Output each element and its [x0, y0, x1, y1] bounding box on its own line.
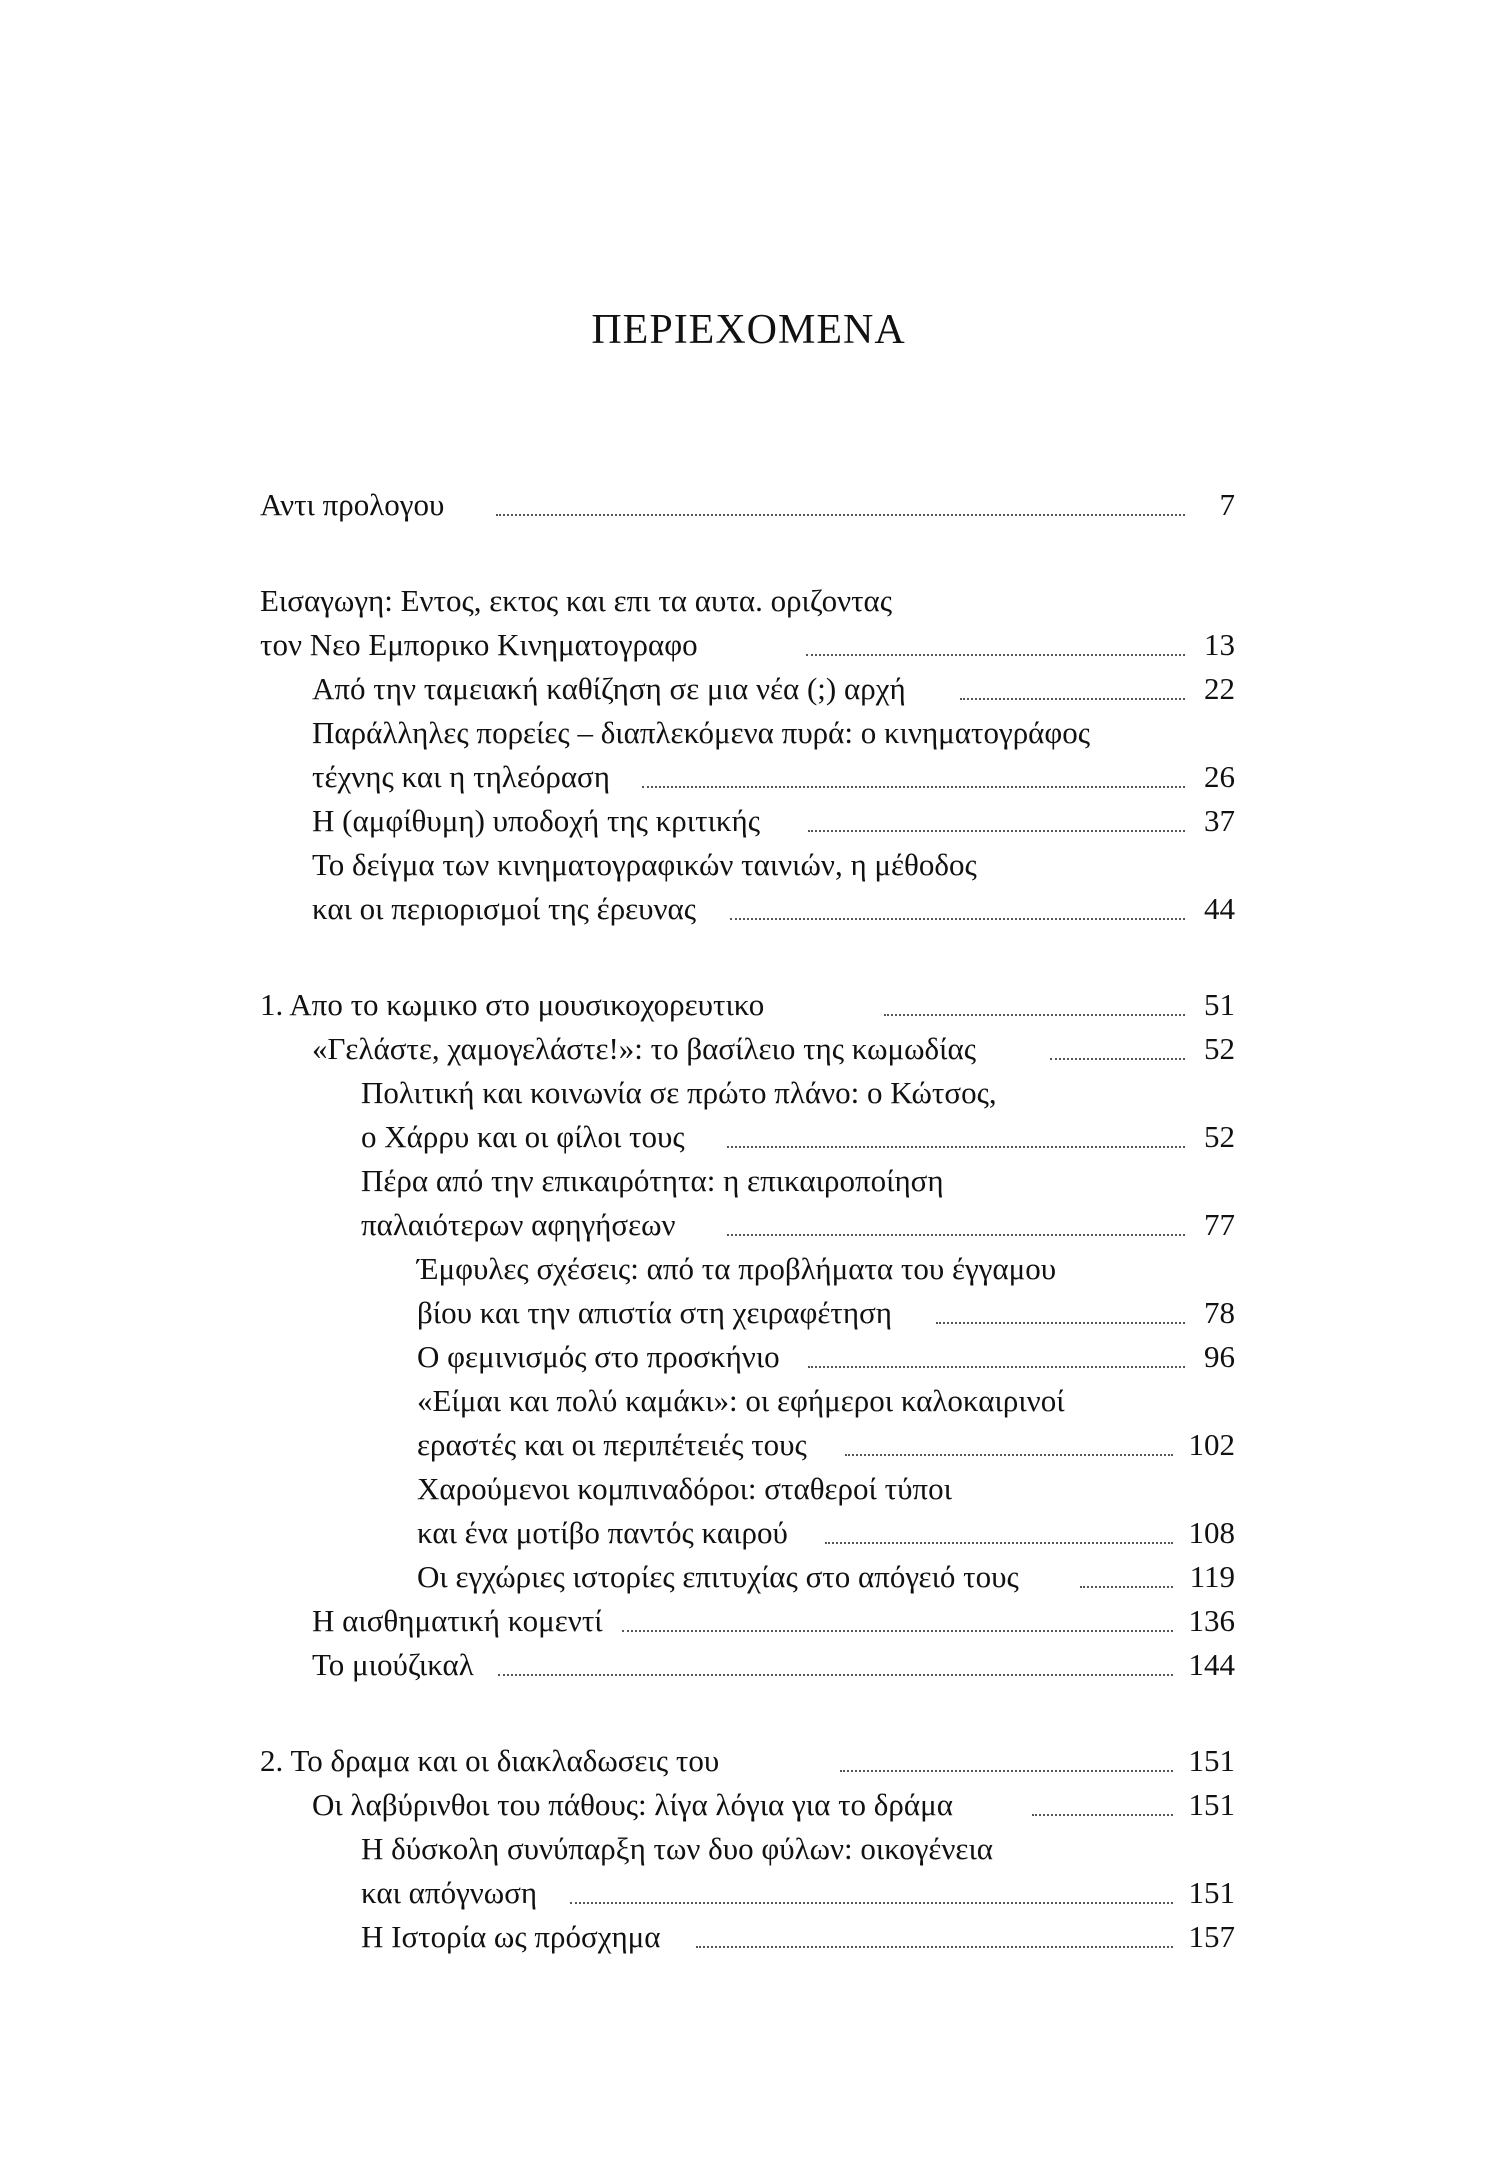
toc-subentry: [260, 799, 1235, 843]
toc-subsubentry: [260, 1827, 1235, 1871]
dot-leader: [696, 1946, 1173, 1948]
toc-subentry: [260, 1783, 1235, 1827]
toc-chapter-2: [260, 1739, 1235, 1783]
toc-page-number: 96: [1204, 1339, 1235, 1374]
toc-entry-title-cont: τέχνης και η τηλεόραση: [312, 759, 610, 794]
toc-entry-title: «Γελάστε, χαμογελάστε!»: το βασίλειο της κωμωδίας: [312, 1031, 977, 1066]
toc-page-number: 136: [1188, 1603, 1235, 1638]
toc-subentry: [260, 1643, 1235, 1687]
toc-page-number: 78: [1204, 1295, 1235, 1330]
toc-level3-entry: [260, 1247, 1235, 1291]
dot-leader: [1080, 1586, 1173, 1588]
page-title: ΠΕΡΙΕΧΟΜΕΝΑ: [591, 307, 906, 353]
toc-level3-entry: [260, 1555, 1235, 1599]
toc-subentry: [260, 1599, 1235, 1643]
toc-subentry: [260, 1027, 1235, 1071]
dot-leader: [808, 830, 1185, 832]
toc-entry-eisagogi-line1: [260, 579, 1235, 623]
toc-entry-title: 2. Το δραμα και οι διακλαδωσεις του: [260, 1743, 720, 1778]
dot-leader: [1050, 1058, 1185, 1060]
toc-entry-title-cont: ο Χάρρυ και οι φίλοι τους: [361, 1119, 685, 1154]
toc-entry-title-cont: και οι περιορισμοί της έρευνας: [312, 891, 697, 926]
toc-entry-title-cont: παλαιότερων αφηγήσεων: [361, 1207, 676, 1242]
toc-level3-entry: [260, 1379, 1235, 1423]
toc-entry-title: Έμφυλες σχέσεις: από τα προβλήματα του έγγαμου: [417, 1251, 1057, 1286]
dot-leader: [727, 1234, 1185, 1236]
toc-entry-anti-prologou: [260, 483, 1235, 527]
toc-page-number: 157: [1188, 1919, 1235, 1954]
toc-entry-title: Η (αμφίθυμη) υποδοχή της κριτικής: [312, 803, 761, 838]
dot-leader: [570, 1902, 1173, 1904]
dot-leader: [808, 1366, 1185, 1368]
toc-subentry: [260, 667, 1235, 711]
toc-subsubentry: [260, 1159, 1235, 1203]
toc-subentry: [260, 711, 1235, 755]
dot-leader: [1032, 1814, 1173, 1816]
dot-leader: [936, 1322, 1185, 1324]
toc-entry-title-cont: βίου και την απιστία στη χειραφέτηση: [417, 1295, 893, 1330]
toc-entry-title-cont: εραστές και οι περιπέτειές τους: [417, 1427, 807, 1462]
toc-entry-title: Η δύσκολη συνύπαρξη των δυο φύλων: οικογένεια: [361, 1831, 994, 1866]
toc-chapter-1: [260, 983, 1235, 1027]
dot-leader: [496, 514, 1185, 516]
toc-subsubentry: [260, 1071, 1235, 1115]
toc-subentry: [260, 843, 1235, 887]
toc-page-number: 77: [1204, 1207, 1235, 1242]
toc-level3-entry: [260, 1335, 1235, 1379]
toc-level3-entry: [260, 1467, 1235, 1511]
toc-level3-entry-cont: [260, 1423, 1235, 1467]
toc-entry-title: Το δείγμα των κινηματογραφικών ταινιών, η μέθοδος: [312, 847, 977, 882]
table-of-contents: [260, 483, 1235, 1959]
toc-subsubentry: [260, 1915, 1235, 1959]
toc-entry-title: Πέρα από την επικαιρότητα: η επικαιροποίηση: [361, 1163, 944, 1198]
toc-page-number: 44: [1204, 891, 1235, 926]
toc-level3-entry-cont: [260, 1291, 1235, 1335]
toc-subsubentry-cont: [260, 1115, 1235, 1159]
toc-entry-title: Πολιτική και κοινωνία σε πρώτο πλάνο: ο Κώτσος,: [361, 1075, 997, 1110]
toc-page-number: 22: [1204, 671, 1235, 706]
toc-entry-eisagogi-line2: [260, 623, 1235, 667]
toc-page-number: 151: [1188, 1743, 1235, 1778]
dot-leader: [806, 654, 1185, 656]
toc-page-number: 7: [1219, 487, 1235, 522]
toc-entry-title: Χαρούμενοι κομπιναδόροι: σταθεροί τύποι: [417, 1471, 952, 1506]
dot-leader: [730, 918, 1185, 920]
toc-level3-entry-cont: [260, 1511, 1235, 1555]
toc-page-number: 151: [1188, 1875, 1235, 1910]
toc-page-number: 26: [1204, 759, 1235, 794]
toc-page-number: 102: [1188, 1427, 1235, 1462]
toc-entry-title: «Είμαι και πολύ καμάκι»: οι εφήμεροι καλοκαιρινοί: [417, 1383, 1065, 1418]
toc-entry-title-cont: και απόγνωση: [361, 1875, 538, 1910]
toc-page-number: 151: [1188, 1787, 1235, 1822]
dot-leader: [642, 786, 1185, 788]
toc-entry-title-cont: και ένα μοτίβο παντός καιρού: [417, 1515, 788, 1550]
toc-page-number: 119: [1189, 1559, 1235, 1594]
toc-entry-title: Η αισθηματική κομεντί: [312, 1603, 603, 1638]
toc-subentry-cont: [260, 755, 1235, 799]
toc-entry-title: Αντι προλογου: [260, 487, 445, 522]
toc-entry-title: Εισαγωγη: Εντος, εκτος και επι τα αυτα. οριζοντας: [260, 583, 893, 618]
toc-entry-title: Από την ταμειακή καθίζηση σε μια νέα (;) αρχή: [312, 671, 906, 706]
toc-entry-title: 1. Απο το κωμικο στο μουσικοχορευτικο: [260, 987, 765, 1022]
dot-leader: [884, 1014, 1185, 1016]
toc-page-number: 37: [1204, 803, 1235, 838]
toc-entry-title: Παράλληλες πορείες – διαπλεκόμενα πυρά: ο κινηματογράφος: [312, 715, 1091, 750]
toc-entry-title: Οι λαβύρινθοι του πάθους: λίγα λόγια για το δράμα: [312, 1787, 953, 1822]
toc-subsubentry-cont: [260, 1871, 1235, 1915]
dot-leader: [622, 1630, 1173, 1632]
dot-leader: [498, 1674, 1173, 1676]
toc-entry-title: Το μιούζικαλ: [312, 1647, 474, 1682]
toc-page-number: 51: [1204, 987, 1235, 1022]
toc-page-number: 108: [1188, 1515, 1235, 1550]
toc-entry-title-cont: τον Νεο Εμπορικο Κινηματογραφο: [260, 627, 698, 662]
dot-leader: [727, 1146, 1185, 1148]
toc-entry-title: Ο φεμινισμός στο προσκήνιο: [417, 1339, 780, 1374]
toc-subsubentry-cont: [260, 1203, 1235, 1247]
dot-leader: [845, 1454, 1173, 1456]
toc-page-number: 144: [1188, 1647, 1235, 1682]
toc-page-number: 52: [1204, 1031, 1235, 1066]
toc-entry-title: Η Ιστορία ως πρόσχημα: [361, 1919, 661, 1954]
dot-leader: [825, 1542, 1173, 1544]
dot-leader: [960, 698, 1185, 700]
toc-entry-title: Οι εγχώριες ιστορίες επιτυχίας στο απόγειό τους: [417, 1559, 1019, 1594]
dot-leader: [840, 1770, 1173, 1772]
toc-page-number: 52: [1204, 1119, 1235, 1154]
toc-subentry-cont: [260, 887, 1235, 931]
toc-page-number: 13: [1204, 627, 1235, 662]
